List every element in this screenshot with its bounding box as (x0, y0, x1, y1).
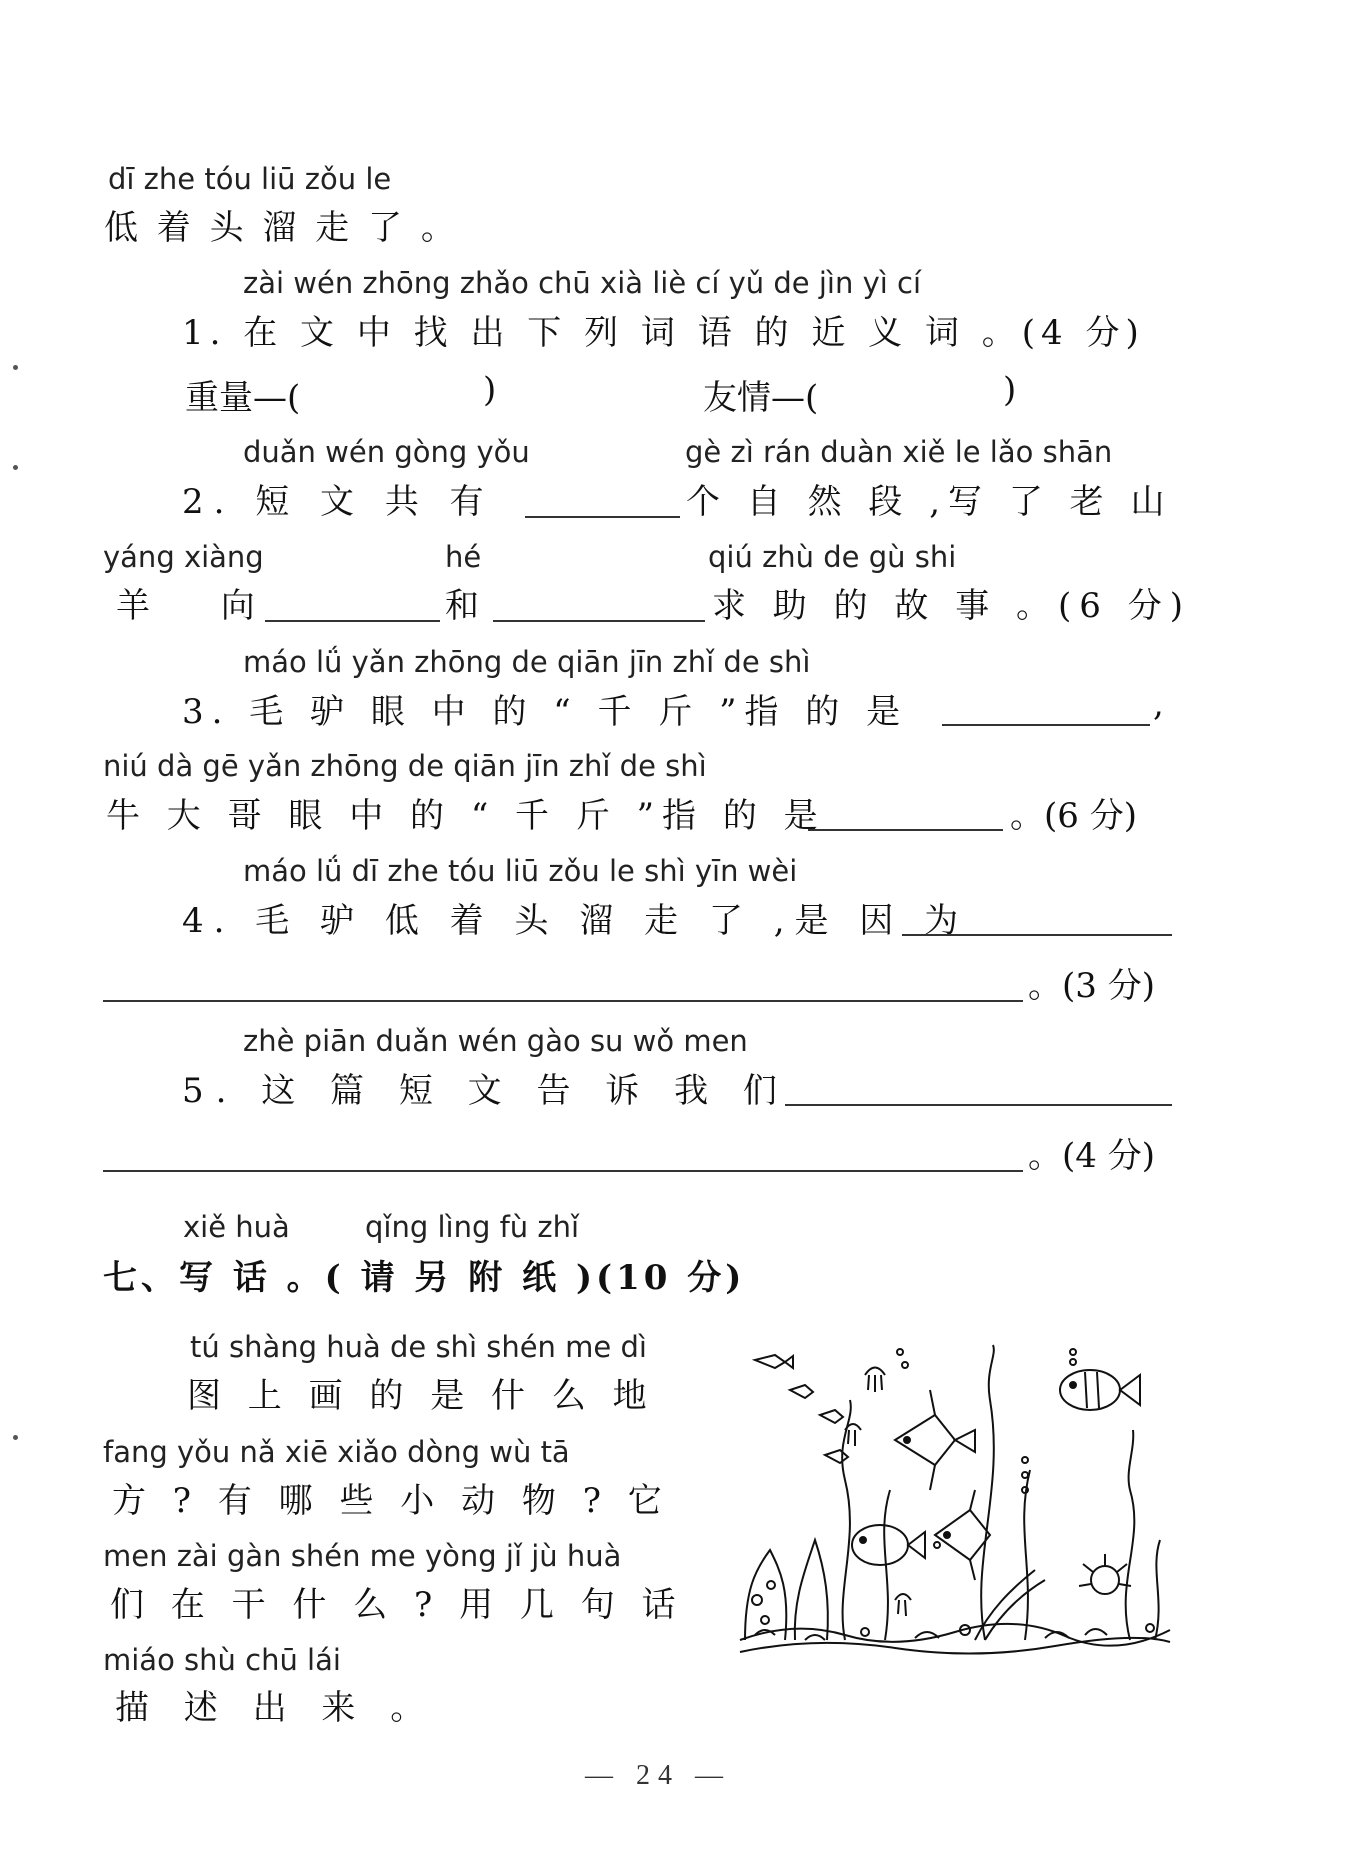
section7-pinyin-b: qǐng lìng fù zhǐ (365, 1210, 580, 1244)
q4-blank-line2[interactable] (103, 1000, 1023, 1002)
fish-bottom-left (852, 1525, 925, 1565)
q1-pinyin: zài wén zhōng zhǎo chū xià liè cí yǔ de jìn yì cí (243, 266, 922, 300)
q5-pinyin: zhè piān duǎn wén gào su wǒ men (243, 1024, 748, 1058)
q2-text-a: 2. 短 文 共 有 (182, 482, 494, 522)
page-number: — 24 — (585, 1760, 731, 1791)
angelfish-center (895, 1390, 975, 1490)
section7-title: 七、写 话 。( 请 另 附 纸 )(10 分) (103, 1258, 746, 1298)
prompt-pinyin-2: fang yǒu nǎ xiē xiǎo dòng wù tā (103, 1435, 570, 1469)
margin-mark (13, 465, 18, 470)
seaweed-5 (1126, 1430, 1135, 1640)
q2-text-e: 求 助 的 故 事 。(6 分) (712, 586, 1192, 626)
section7-pinyin-a: xiě huà (183, 1210, 290, 1244)
q3-tail-b: 。(6 分) (1010, 796, 1137, 836)
jellyfish-1 (865, 1368, 885, 1393)
coral-left (745, 1550, 786, 1640)
q5-blank-line2[interactable] (103, 1170, 1023, 1172)
small-fish-1 (755, 1355, 793, 1368)
q2-pinyin-c: yáng xiàng (103, 540, 264, 574)
fish-top-right (1060, 1370, 1140, 1410)
seaweed-4 (1024, 1470, 1030, 1640)
q3-text-b: 牛 大 哥 眼 中 的 “ 千 斤 ”指 的 是 (106, 796, 826, 836)
small-fish-4 (825, 1450, 848, 1463)
small-fish-2 (790, 1385, 813, 1398)
q2-blank-second[interactable] (493, 620, 705, 622)
q3-text-a: 3. 毛 驴 眼 中 的 “ 千 斤 ”指 的 是 (182, 692, 909, 732)
q3-blank-donkey[interactable] (942, 724, 1150, 726)
underwater-fish-scene-icon (735, 1340, 1175, 1660)
q3-blank-ox[interactable] (808, 829, 1003, 831)
q2-text-d: 和 (445, 586, 479, 626)
q1-item-synonym-weight: 重量—( (185, 378, 301, 418)
q5-text: 5. 这 篇 短 文 告 诉 我 们 (182, 1071, 789, 1111)
prompt-text-2: 方 ? 有 哪 些 小 动 物 ? 它 (112, 1481, 670, 1521)
q1-item-synonym-friendship: 友情—( (703, 378, 819, 418)
q4-blank-line1[interactable] (902, 934, 1172, 936)
q2-blank-paragraph-count[interactable] (525, 516, 680, 518)
prompt-pinyin-4: miáo shù chū lái (103, 1643, 341, 1677)
seaweed-3 (981, 1345, 994, 1640)
q1-item-a-close: ) (483, 370, 497, 410)
q3-pinyin-b: niú dà gē yǎn zhōng de qiān jīn zhǐ de shì (103, 749, 707, 783)
margin-mark (13, 1435, 18, 1440)
q4-pinyin: máo lǘ dī zhe tóu liū zǒu le shì yīn wèi (243, 854, 798, 888)
q2-pinyin-d: hé (445, 540, 482, 574)
q1-text: 1. 在 文 中 找 出 下 列 词 语 的 近 义 词 。(4 分) (182, 313, 1145, 353)
q4-tail: 。(3 分) (1028, 966, 1155, 1006)
q1-item-b-close: ) (1003, 370, 1017, 410)
q3-comma: , (1153, 684, 1164, 724)
prompt-text-3: 们 在 干 什 么 ? 用 几 句 话 (110, 1585, 684, 1625)
intro-pinyin: dī zhe tóu liū zǒu le (108, 162, 392, 196)
prompt-text-1: 图 上 画 的 是 什 么 地 (187, 1376, 655, 1416)
prompt-pinyin-1: tú shàng huà de shì shén me dì (190, 1330, 647, 1364)
jellyfish-2 (845, 1424, 861, 1446)
prompt-text-4: 描 述 出 来 。 (115, 1688, 437, 1728)
q5-tail: 。(4 分) (1028, 1136, 1155, 1176)
prompt-pinyin-3: men zài gàn shén me yòng jǐ jù huà (103, 1539, 622, 1573)
q4-text: 4. 毛 驴 低 着 头 溜 走 了 ,是 因 为 (182, 901, 969, 941)
intro-text: 低 着 头 溜 走 了 。 (104, 208, 459, 248)
q3-pinyin-a: máo lǘ yǎn zhōng de qiān jīn zhǐ de shì (243, 645, 811, 679)
q2-pinyin-b: gè zì rán duàn xiě le lǎo shān (685, 435, 1113, 469)
q2-pinyin-e: qiú zhù de gù shi (708, 540, 957, 574)
q2-text-b: 个 自 然 段 ,写 了 老 山 (686, 482, 1173, 522)
q2-text-c: 羊 向 (116, 586, 285, 626)
sea-anemone (1079, 1554, 1131, 1594)
jellyfish-3 (895, 1594, 911, 1616)
margin-mark (13, 365, 18, 370)
q2-blank-first[interactable] (265, 620, 440, 622)
q2-pinyin-a: duǎn wén gòng yǒu (243, 435, 530, 469)
q5-blank-line1[interactable] (785, 1104, 1172, 1106)
small-fish-3 (820, 1410, 843, 1423)
